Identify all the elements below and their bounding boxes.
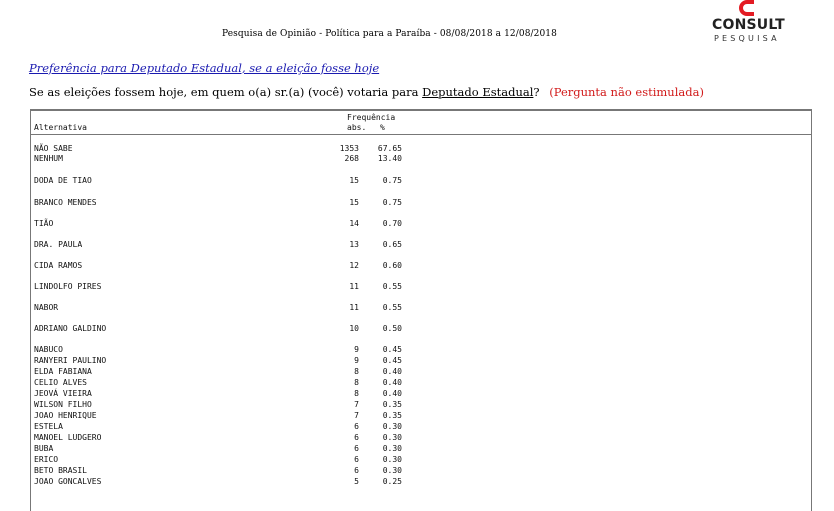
row-abs: 6 [354,433,359,442]
row-name: ERICO [34,455,59,464]
row-name: ELDA FABIANA [34,367,92,376]
row-percent: 0.30 [382,433,402,442]
abs-column-header: abs. [347,123,367,132]
table-row [31,176,811,186]
row-abs: 9 [354,356,359,365]
row-name: JOAO GONCALVES [34,477,102,486]
table-row [31,345,811,355]
table-row [31,356,811,366]
row-abs: 8 [354,367,359,376]
row-percent: 0.35 [382,400,402,409]
row-name: CIDA RAMOS [34,261,83,270]
table-row [31,303,811,313]
table-row [31,367,811,377]
row-percent: 0.40 [382,389,402,398]
row-name: NÃO SABE [34,144,73,153]
row-abs: 15 [349,176,359,185]
row-abs: 6 [354,466,359,475]
row-abs: 13 [349,240,359,249]
table-row [31,240,811,250]
row-percent: 0.40 [382,367,402,376]
table-row [31,282,811,292]
row-name: BUBA [34,444,54,453]
row-name: WILSON FILHO [34,400,92,409]
report-title: Pesquisa de Opinião - Política para a Paraíba - 08/08/2018 a 12/08/2018 [222,29,557,39]
table-row [31,324,811,334]
table-row [31,455,811,465]
table-row [31,154,811,164]
row-abs: 11 [349,303,359,312]
row-name: RANYERI PAULINO [34,356,107,365]
row-abs: 268 [344,154,359,163]
row-percent: 0.30 [382,466,402,475]
table-row [31,198,811,208]
row-abs: 10 [349,324,359,333]
row-percent: 0.75 [382,176,402,185]
row-percent: 0.75 [382,198,402,207]
row-name: TIÃO [34,219,54,228]
row-percent: 0.55 [382,282,402,291]
row-percent: 0.70 [382,219,402,228]
row-abs: 1353 [339,144,359,153]
row-percent: 0.25 [382,477,402,486]
row-name: NENHUM [34,154,63,163]
row-abs: 8 [354,378,359,387]
row-percent: 0.30 [382,422,402,431]
row-abs: 9 [354,345,359,354]
row-abs: 14 [349,219,359,228]
alternative-column-header: Alternativa [34,123,87,132]
logo-name: CONSULT [712,17,785,33]
row-percent: 0.60 [382,261,402,270]
table-row [31,422,811,432]
row-name: DRA. PAULA [34,240,83,249]
row-abs: 6 [354,422,359,431]
row-name: BRANCO MENDES [34,198,97,207]
table-row [31,261,811,271]
row-abs: 15 [349,198,359,207]
percent-column-header: % [380,123,385,132]
row-percent: 0.40 [382,378,402,387]
row-percent: 0.55 [382,303,402,312]
table-row [31,400,811,410]
question-suffix: ? [533,85,540,99]
row-percent: 0.30 [382,444,402,453]
row-percent: 13.40 [377,154,402,163]
table-header [31,111,811,135]
table-row [31,389,811,399]
section-title-link[interactable]: Preferência para Deputado Estadual, se a eleição fosse hoje [29,61,380,75]
row-name: ESTELA [34,422,63,431]
row-abs: 7 [354,411,359,420]
table-row [31,378,811,388]
row-percent: 67.65 [377,144,402,153]
question-text [29,85,704,99]
table-row [31,444,811,454]
question-prefix: Se as eleições fossem hoje, em quem o(a) sr.(a) (você) votaria para [29,85,419,99]
logo-mark-icon [738,0,760,17]
row-name: MANOEL LUDGERO [34,433,102,442]
table-row [31,477,811,487]
row-name: CELIO ALVES [34,378,87,387]
frequency-group-header: Frequência [347,113,396,122]
row-abs: 6 [354,444,359,453]
row-abs: 7 [354,400,359,409]
row-name: LINDOLFO PIRES [34,282,102,291]
row-percent: 0.65 [382,240,402,249]
row-name: NABUCO [34,345,63,354]
row-percent: 0.50 [382,324,402,333]
question-subject: Deputado Estadual [422,85,534,99]
row-name: BETO BRASIL [34,466,87,475]
row-name: NABOR [34,303,59,312]
row-name: JOAO HENRIQUE [34,411,97,420]
frequency-table [30,109,812,511]
row-name: JEOVÁ VIEIRA [34,389,92,398]
row-percent: 0.35 [382,411,402,420]
table-row [31,411,811,421]
row-name: ADRIANO GALDINO [34,324,107,333]
logo-subtitle: PESQUISA [714,34,780,43]
row-percent: 0.45 [382,356,402,365]
row-percent: 0.45 [382,345,402,354]
question-note: (Pergunta não estimulada) [549,85,704,99]
table-row [31,433,811,443]
table-row [31,466,811,476]
row-abs: 11 [349,282,359,291]
table-row [31,219,811,229]
row-abs: 12 [349,261,359,270]
row-name: DODA DE TIAO [34,176,92,185]
table-row [31,144,811,154]
row-abs: 5 [354,477,359,486]
row-abs: 6 [354,455,359,464]
row-abs: 8 [354,389,359,398]
row-percent: 0.30 [382,455,402,464]
consult-logo [708,0,788,46]
